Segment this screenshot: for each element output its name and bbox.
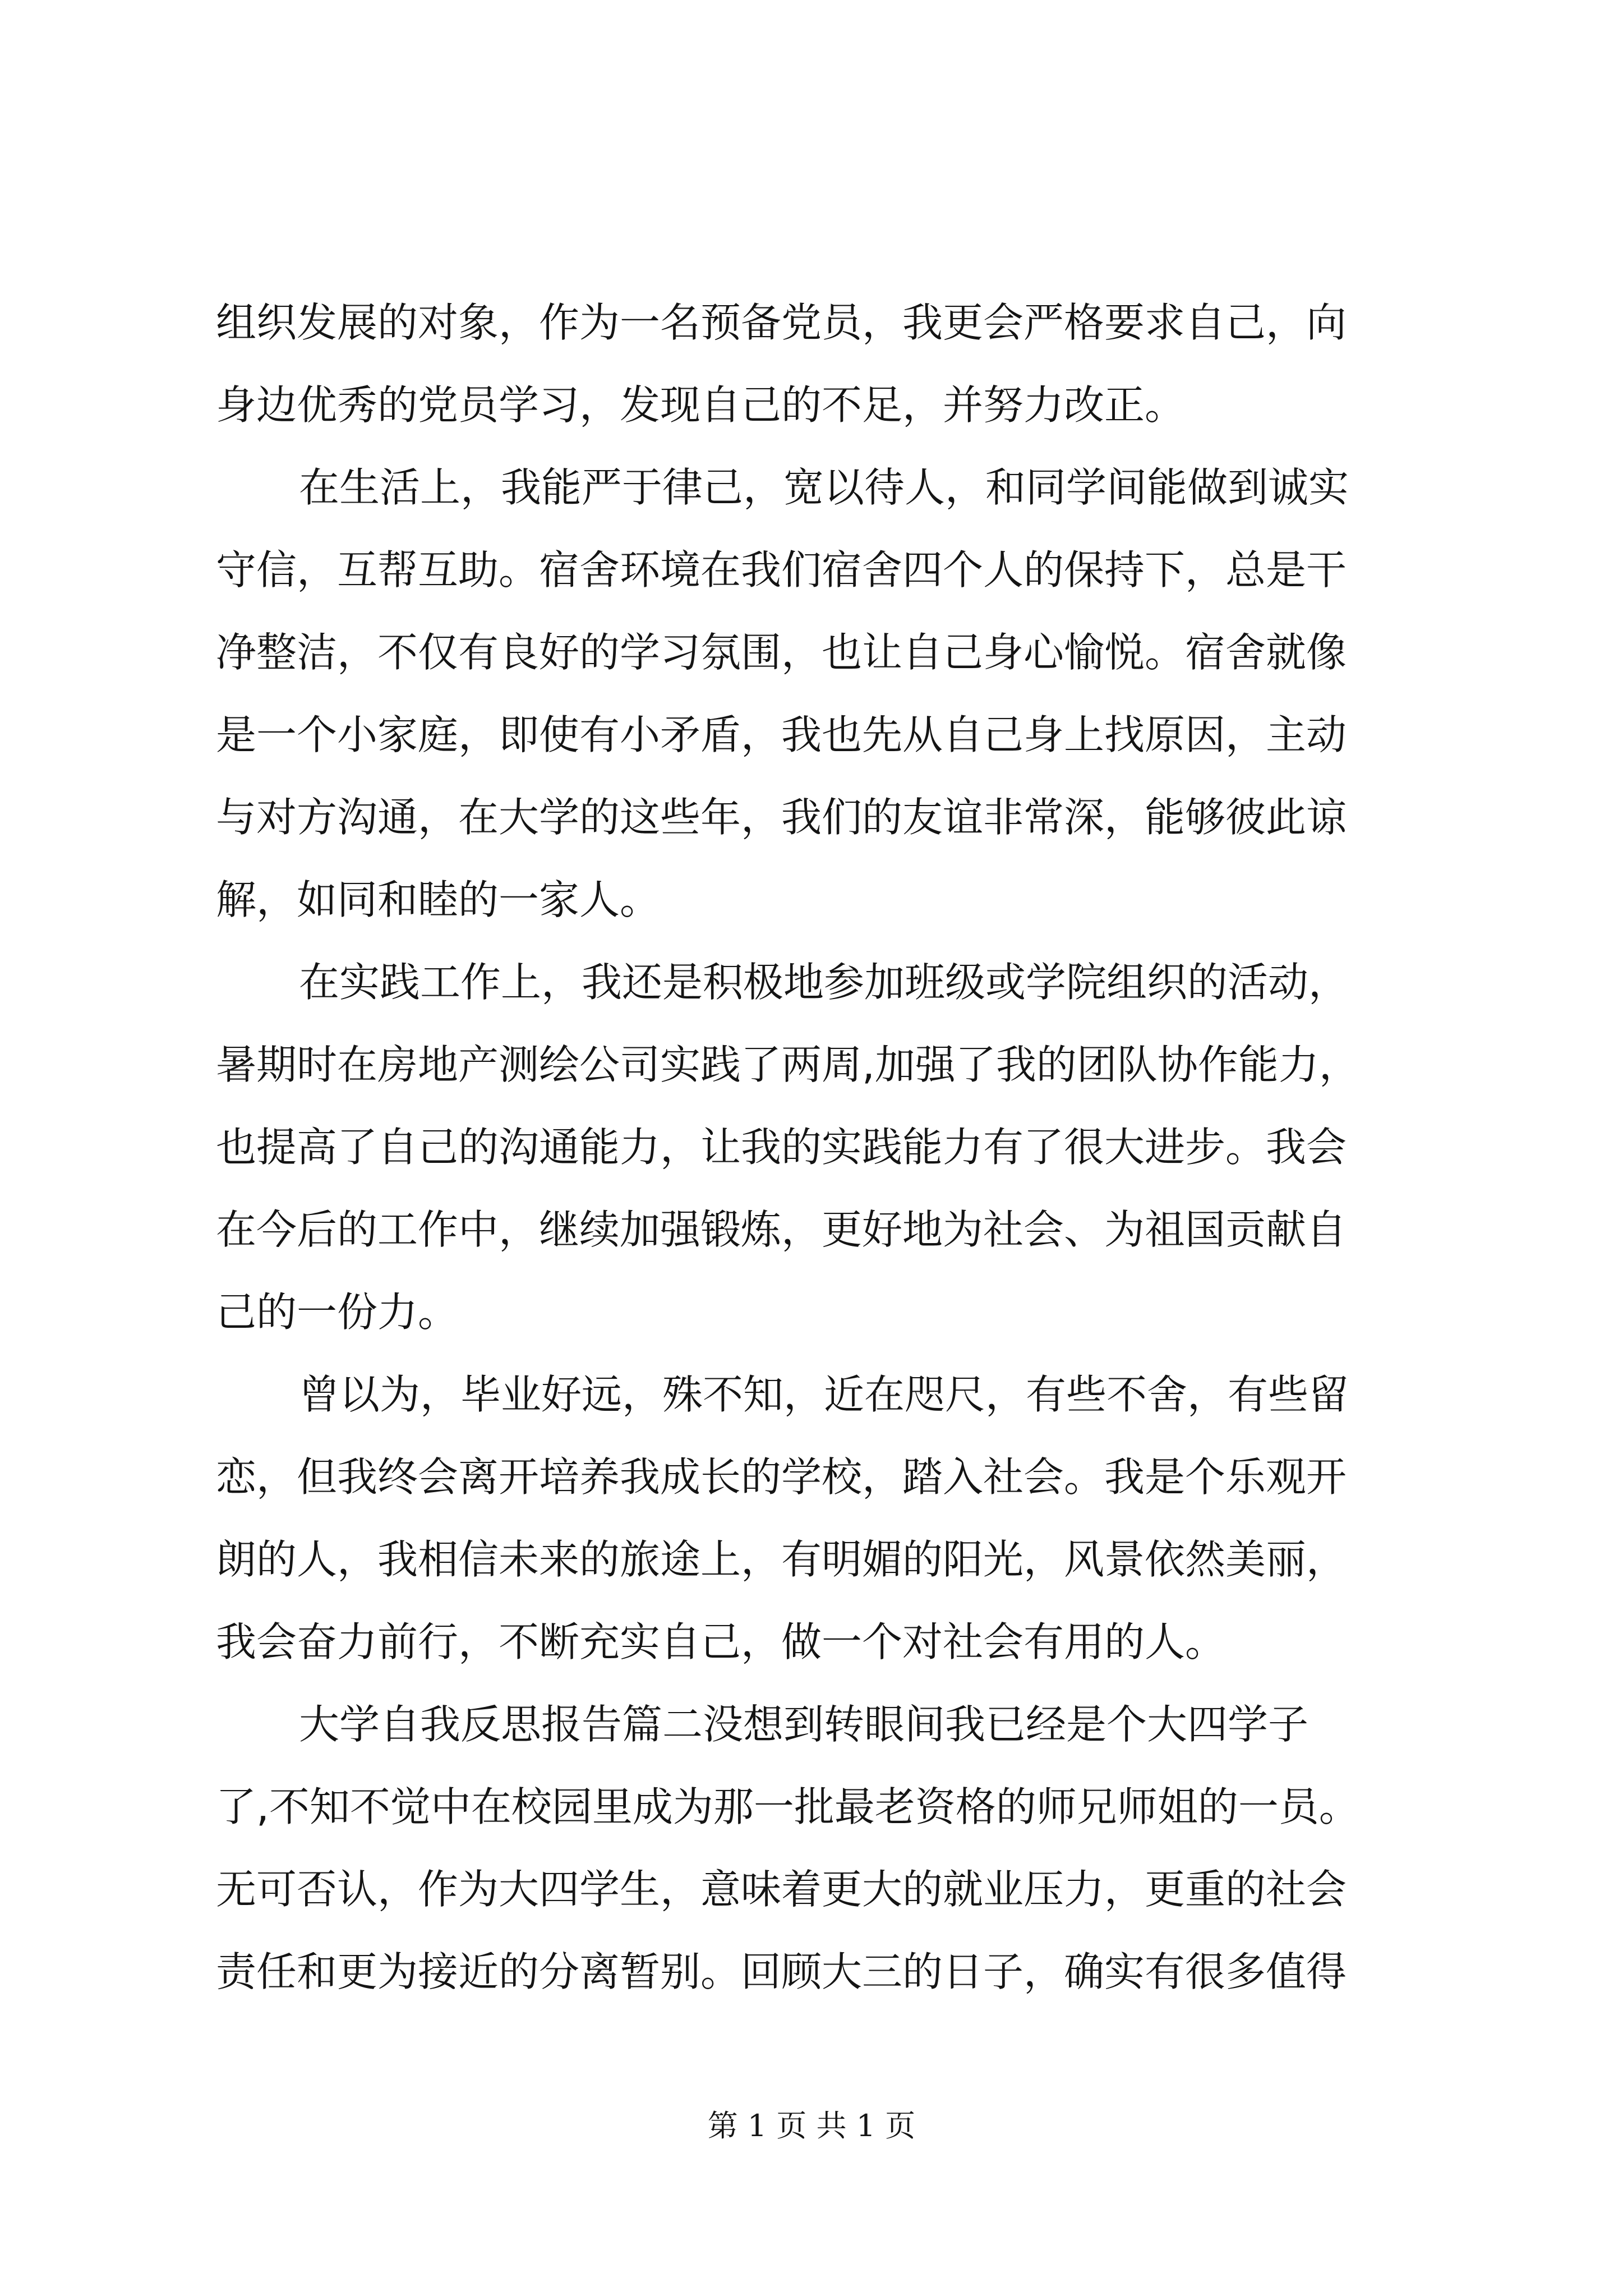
text-line: 在今后的工作中，继续加强锻炼，更好地为社会、为祖国贡献自 (216, 1206, 1347, 1253)
text-line: 无可否认，作为大四学生，意味着更大的就业压力，更重的社会 (216, 1866, 1347, 1913)
text-line: 朗的人，我相信未来的旅途上，有明媚的阳光，风景依然美丽， (216, 1536, 1347, 1583)
text-line: 己的一份力。 (216, 1289, 459, 1336)
text-line: 与对方沟通，在大学的这些年，我们的友谊非常深，能够彼此谅 (216, 794, 1347, 841)
page-number-footer: 第 1 页 共 1 页 (707, 2108, 916, 2143)
paragraph-start-line: 大学自我反思报告篇二没想到转眼间我已经是个大四学子 (299, 1701, 1309, 1748)
text-line: 净整洁，不仅有良好的学习氛围，也让自己身心愉悦。宿舍就像 (216, 629, 1347, 676)
text-line: 责任和更为接近的分离暂别。回顾大三的日子，确实有很多值得 (216, 1948, 1347, 1995)
text-line: 守信，互帮互助。宿舍环境在我们宿舍四个人的保持下，总是干 (216, 546, 1347, 593)
text-line: 我会奋力前行，不断充实自己，做一个对社会有用的人。 (216, 1618, 1226, 1665)
paragraph-start-line: 曾以为，毕业好远，殊不知，近在咫尺，有些不舍，有些留 (299, 1371, 1349, 1418)
text-line: 了,不知不觉中在校园里成为那一批最老资格的师兄师姐的一员。 (216, 1783, 1359, 1830)
text-line: 解，如同和睦的一家人。 (216, 876, 661, 923)
paragraph-start-line: 在生活上，我能严于律己，宽以待人，和同学间能做到诚实 (299, 464, 1349, 511)
text-line: 暑期时在房地产测绘公司实践了两周,加强了我的团队协作能力， (216, 1041, 1359, 1088)
paragraph-start-line: 在实践工作上，我还是积极地参加班级或学院组织的活动， (299, 959, 1349, 1006)
body-text (216, 295, 1408, 2050)
text-line: 身边优秀的党员学习，发现自己的不足，并努力改正。 (216, 381, 1186, 429)
text-line: 组织发展的对象，作为一名预备党员，我更会严格要求自己，向 (216, 299, 1347, 346)
text-line: 是一个小家庭，即使有小矛盾，我也先从自己身上找原因，主动 (216, 711, 1347, 758)
text-line: 恋，但我终会离开培养我成长的学校，踏入社会。我是个乐观开 (216, 1453, 1347, 1501)
text-line: 也提高了自己的沟通能力，让我的实践能力有了很大进步。我会 (216, 1124, 1347, 1171)
